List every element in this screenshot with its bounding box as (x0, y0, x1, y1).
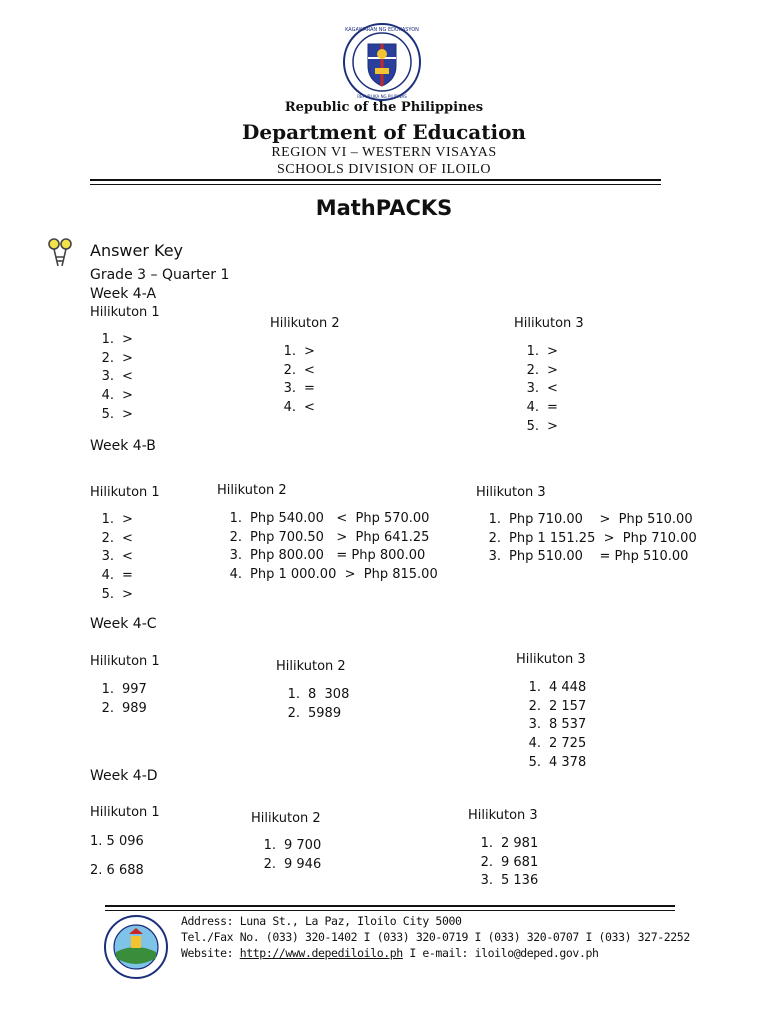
answer-item (517, 418, 558, 437)
item-answer: Php 710.00 > Php 510.00 (509, 512, 693, 527)
item-answer: Php 1 000.00 > Php 815.00 (250, 567, 438, 583)
answer-item (92, 681, 147, 700)
answer-item (471, 854, 538, 873)
item-number: 4. (283, 400, 296, 416)
week-4d-heading: Week 4-D (90, 768, 158, 784)
item-answer: > (122, 332, 133, 347)
item-answer: Php 700.50 > Php 641.25 (250, 529, 430, 545)
week-4d-hilikuton-1-item-1: 1. 5 096 (90, 834, 144, 849)
item-answer: > (122, 586, 133, 602)
item-number: 3. (528, 717, 541, 733)
answer-item (517, 399, 558, 418)
footer-website-link[interactable]: http://www.depediloilo.ph (239, 946, 403, 960)
answer-item (519, 716, 586, 735)
item-answer: > (122, 512, 133, 527)
week-4b-hilikuton-2-title: Hilikuton 2 (217, 483, 287, 498)
answer-item (517, 343, 558, 362)
footer-divider-thick (105, 905, 675, 907)
week-4c-hilikuton-1-title: Hilikuton 1 (90, 654, 160, 669)
item-answer: 989 (122, 700, 147, 716)
answer-item (220, 547, 438, 566)
header-divider-thin (90, 184, 661, 185)
item-answer: Php 510.00 = Php 510.00 (509, 549, 689, 565)
division-line: SCHOOLS DIVISION OF ILOILO (276, 162, 492, 177)
item-answer: < (304, 400, 315, 416)
answer-item (471, 835, 538, 854)
item-answer: 4 448 (549, 680, 587, 695)
item-number: 2. (263, 856, 276, 872)
week-4c-heading: Week 4-C (90, 616, 157, 632)
item-answer: Php 1 151.25 > Php 710.00 (509, 530, 697, 546)
item-number: 1. (287, 687, 300, 702)
item-answer: > (547, 362, 558, 378)
item-number: 3. (283, 381, 296, 397)
answer-item (254, 856, 321, 875)
footer-contact (181, 946, 599, 960)
seal-bottom-text: REPUBLIKA NG PILIPINAS (357, 94, 407, 99)
footer-email: I e-mail: iloilo@deped.gov.ph (402, 946, 599, 960)
item-answer: Php 540.00 < Php 570.00 (250, 511, 430, 526)
item-number: 1. (101, 332, 114, 347)
item-number: 1. (480, 836, 493, 851)
answer-item (278, 705, 349, 724)
week-4d-hilikuton-1-title: Hilikuton 1 (90, 805, 160, 820)
item-answer: 997 (122, 682, 147, 697)
item-number: 1. (101, 512, 114, 527)
answer-item (517, 380, 558, 399)
item-number: 5. (526, 418, 539, 434)
week-4b-hilikuton-2-list (220, 510, 438, 585)
item-number: 2. (480, 854, 493, 870)
week-4d-hilikuton-3-title: Hilikuton 3 (468, 808, 538, 823)
answer-item (92, 331, 133, 350)
answer-item (92, 586, 133, 605)
item-answer: = (547, 400, 558, 416)
item-number: 2. (488, 530, 501, 546)
item-answer: < (122, 530, 133, 546)
item-number: 2. (526, 362, 539, 378)
answer-item (274, 362, 315, 381)
item-number: 3. (488, 549, 501, 565)
item-number: 5. (101, 406, 114, 422)
week-4d-hilikuton-1-item-2: 2. 6 688 (90, 863, 144, 878)
item-number: 3. (101, 369, 114, 385)
item-answer: 5989 (308, 705, 342, 721)
answer-item (471, 872, 538, 891)
week-4c-hilikuton-3-title: Hilikuton 3 (516, 652, 586, 667)
answer-item (92, 700, 147, 719)
answer-item (519, 698, 586, 717)
item-answer: < (547, 381, 558, 397)
answer-item (274, 380, 315, 399)
item-number: 2. (528, 698, 541, 714)
week-4a-hilikuton-3-title: Hilikuton 3 (514, 316, 584, 331)
item-number: 4. (101, 568, 114, 584)
item-answer: 5 136 (501, 873, 539, 889)
answer-item (92, 567, 133, 586)
answer-item (274, 399, 315, 418)
region-line: REGION VI – WESTERN VISAYAS (271, 145, 497, 160)
week-4a-hilikuton-1-title: Hilikuton 1 (90, 305, 160, 320)
answer-item (92, 530, 133, 549)
answer-item (220, 510, 438, 529)
item-number: 3. (526, 381, 539, 397)
week-4a-hilikuton-2-list (274, 343, 315, 418)
item-answer: 8 537 (549, 717, 587, 733)
item-number: 2. (283, 362, 296, 378)
item-answer: = (122, 568, 133, 584)
item-number: 2. (101, 530, 114, 546)
week-4b-hilikuton-1-title: Hilikuton 1 (90, 485, 160, 500)
week-4c-hilikuton-3-list (519, 679, 586, 772)
item-number: 5. (101, 586, 114, 602)
week-4c-hilikuton-2-list (278, 686, 349, 723)
answer-item (92, 350, 133, 369)
item-answer: > (122, 388, 133, 404)
answer-key-heading: Answer Key (90, 241, 184, 260)
item-number: 4. (528, 736, 541, 752)
item-answer: > (122, 350, 133, 366)
deped-seal-logo (342, 22, 422, 102)
answer-item (254, 837, 321, 856)
answer-item (519, 754, 586, 773)
item-answer: 8 308 (308, 687, 350, 702)
week-4a-hilikuton-2-title: Hilikuton 2 (270, 316, 340, 331)
item-answer: 2 725 (549, 736, 587, 752)
week-4a-hilikuton-3-list (517, 343, 558, 436)
item-number: 1. (528, 680, 541, 695)
answer-item (479, 530, 697, 549)
answer-item (220, 529, 438, 548)
answer-item (519, 735, 586, 754)
item-number: 2. (101, 700, 114, 716)
answer-item (92, 368, 133, 387)
item-number: 2. (229, 529, 242, 545)
answer-item (519, 679, 586, 698)
week-4b-heading: Week 4-B (90, 438, 156, 454)
week-4c-hilikuton-1-list (92, 681, 147, 718)
footer-divider-thin (105, 910, 675, 911)
item-answer: 9 681 (501, 854, 539, 870)
week-4d-hilikuton-2-list (254, 837, 321, 874)
item-number: 3. (101, 549, 114, 565)
week-4c-hilikuton-2-title: Hilikuton 2 (276, 659, 346, 674)
item-number: 1. (526, 344, 539, 359)
item-answer: < (122, 549, 133, 565)
item-number: 4. (229, 567, 242, 583)
answer-item (92, 387, 133, 406)
item-answer: > (547, 418, 558, 434)
item-answer: > (547, 344, 558, 359)
item-answer: < (304, 362, 315, 378)
item-answer: > (122, 406, 133, 422)
item-number: 4. (101, 388, 114, 404)
answer-item (92, 548, 133, 567)
week-4a-heading: Week 4-A (90, 286, 157, 302)
keys-icon (44, 236, 78, 268)
division-seal-logo (103, 914, 169, 980)
item-answer: < (122, 369, 133, 385)
item-answer: 2 157 (549, 698, 587, 714)
item-answer: = (304, 381, 315, 397)
answer-item (92, 406, 133, 425)
item-number: 3. (229, 548, 242, 564)
item-answer: Php 800.00 = Php 800.00 (250, 548, 426, 564)
item-number: 1. (283, 344, 296, 359)
item-number: 2. (101, 350, 114, 366)
item-number: 1. (101, 682, 114, 697)
item-answer: > (304, 344, 315, 359)
footer-website-label: Website: (181, 946, 240, 960)
item-number: 5. (528, 754, 541, 770)
seal-top-text: KAGAWARAN NG EDUKASYON (345, 27, 419, 33)
week-4b-hilikuton-3-title: Hilikuton 3 (476, 485, 546, 500)
footer-address: Address: Luna St., La Paz, Iloilo City 5000 (181, 914, 462, 928)
answer-item (517, 362, 558, 381)
answer-item (278, 686, 349, 705)
item-answer: 4 378 (549, 754, 587, 770)
item-number: 4. (526, 400, 539, 416)
item-number: 1. (229, 511, 242, 526)
week-4d-hilikuton-3-list (471, 835, 538, 891)
answer-item (274, 343, 315, 362)
week-4b-hilikuton-3-list (479, 511, 697, 567)
item-number: 2. (287, 705, 300, 721)
item-number: 1. (263, 838, 276, 853)
header-divider-thick (90, 179, 661, 181)
answer-item (220, 566, 438, 585)
page-title: MathPACKS (315, 196, 453, 220)
grade-quarter-label: Grade 3 – Quarter 1 (90, 267, 230, 283)
week-4b-hilikuton-1-list (92, 511, 133, 604)
item-answer: 2 981 (501, 836, 539, 851)
department-heading: Department of Education (242, 120, 526, 144)
footer-telfax: Tel./Fax No. (033) 320-1402 I (033) 320-0719 I (033) 320-0707 I (033) 327-2252 (181, 930, 690, 944)
item-answer: 9 946 (284, 856, 322, 872)
region-heading (0, 144, 768, 178)
item-number: 1. (488, 512, 501, 527)
item-number: 3. (480, 873, 493, 889)
item-answer: 9 700 (284, 838, 322, 853)
answer-item (479, 548, 697, 567)
answer-item (92, 511, 133, 530)
week-4d-hilikuton-2-title: Hilikuton 2 (251, 811, 321, 826)
republic-heading: Republic of the Philippines (284, 100, 484, 115)
answer-item (479, 511, 697, 530)
week-4a-hilikuton-1-list (92, 331, 133, 424)
